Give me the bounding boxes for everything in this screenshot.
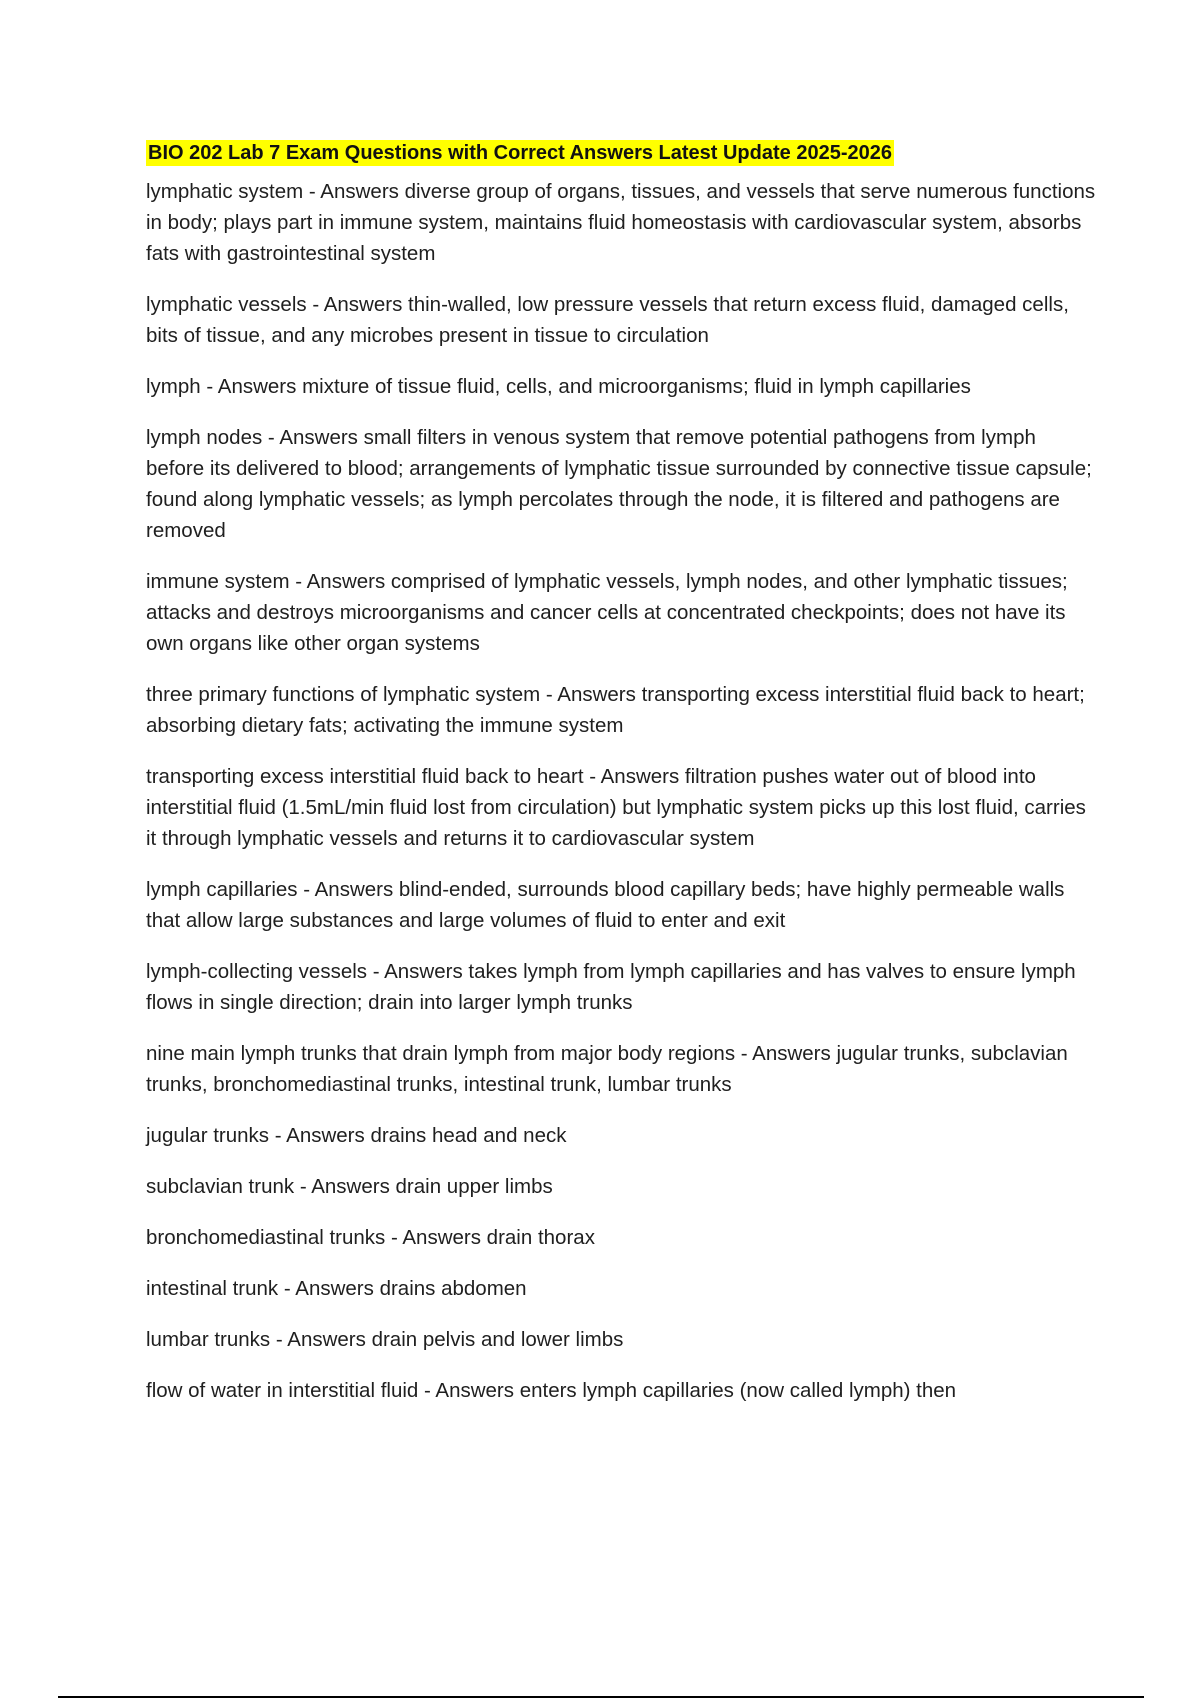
- page-bottom-rule: [58, 1696, 1144, 1698]
- entry-lymph-collecting-vessels: lymph-collecting vessels - Answers takes lymph from lymph capillaries and has valves to ensure lymph flows in single direction; drain into larger lymph trunks: [146, 960, 1076, 1014]
- entry-transporting-fluid: transporting excess interstitial fluid back to heart - Answers filtration pushes water out of blood into interstitial fluid (1.5mL/min fluid lost from circulation) but lymphatic system picks up this lost fluid, carries it through lymphatic vessels and returns it to cardiovascular system: [146, 765, 1086, 850]
- entry-subclavian-trunk: subclavian trunk - Answers drain upper limbs: [146, 1175, 553, 1198]
- document-title: BIO 202 Lab 7 Exam Questions with Correct Answers Latest Update 2025-2026: [148, 142, 892, 164]
- entry-nine-main-lymph-trunks: nine main lymph trunks that drain lymph from major body regions - Answers jugular trunks, subclavian trunks, bronchomediastinal trunks, intestinal trunk, lumbar trunks: [146, 1042, 1068, 1096]
- entry-bronchomediastinal-trunks: bronchomediastinal trunks - Answers drain thorax: [146, 1226, 595, 1249]
- entry-intestinal-trunk: intestinal trunk - Answers drains abdomen: [146, 1277, 527, 1300]
- entry-jugular-trunks: jugular trunks - Answers drains head and neck: [146, 1124, 567, 1147]
- entry-lymphatic-system: lymphatic system - Answers diverse group of organs, tissues, and vessels that serve numerous functions in body; plays part in immune system, maintains fluid homeostasis with cardiovascular system, absorbs fats with gastrointestinal system: [146, 180, 1096, 265]
- document-page: [146, 140, 1096, 1426]
- entry-lymph: lymph - Answers mixture of tissue fluid, cells, and microorganisms; fluid in lymph capillaries: [146, 375, 971, 398]
- entry-lymph-capillaries: lymph capillaries - Answers blind-ended, surrounds blood capillary beds; have highly permeable walls that allow large substances and large volumes of fluid to enter and exit: [146, 878, 1065, 932]
- entry-lymphatic-vessels: lymphatic vessels - Answers thin-walled, low pressure vessels that return excess fluid, damaged cells, bits of tissue, and any microbes present in tissue to circulation: [146, 293, 1069, 347]
- entry-immune-system: immune system - Answers comprised of lymphatic vessels, lymph nodes, and other lymphatic tissues; attacks and destroys microorganisms and cancer cells at concentrated checkpoints; does not have its own organs like other organ systems: [146, 570, 1068, 655]
- entry-flow-of-water: flow of water in interstitial fluid - Answers enters lymph capillaries (now called lymph) then: [146, 1379, 957, 1402]
- entry-lumbar-trunks: lumbar trunks - Answers drain pelvis and lower limbs: [146, 1328, 624, 1351]
- entry-lymph-nodes: lymph nodes - Answers small filters in venous system that remove potential pathogens from lymph before its delivered to blood; arrangements of lymphatic tissue surrounded by connective tissue capsule; found along lymphatic vessels; as lymph percolates through the node, it is filtered and pathogens are removed: [146, 426, 1092, 542]
- entry-three-primary-functions: three primary functions of lymphatic system - Answers transporting excess interstitial fluid back to heart; absorbing dietary fats; activating the immune system: [146, 683, 1085, 737]
